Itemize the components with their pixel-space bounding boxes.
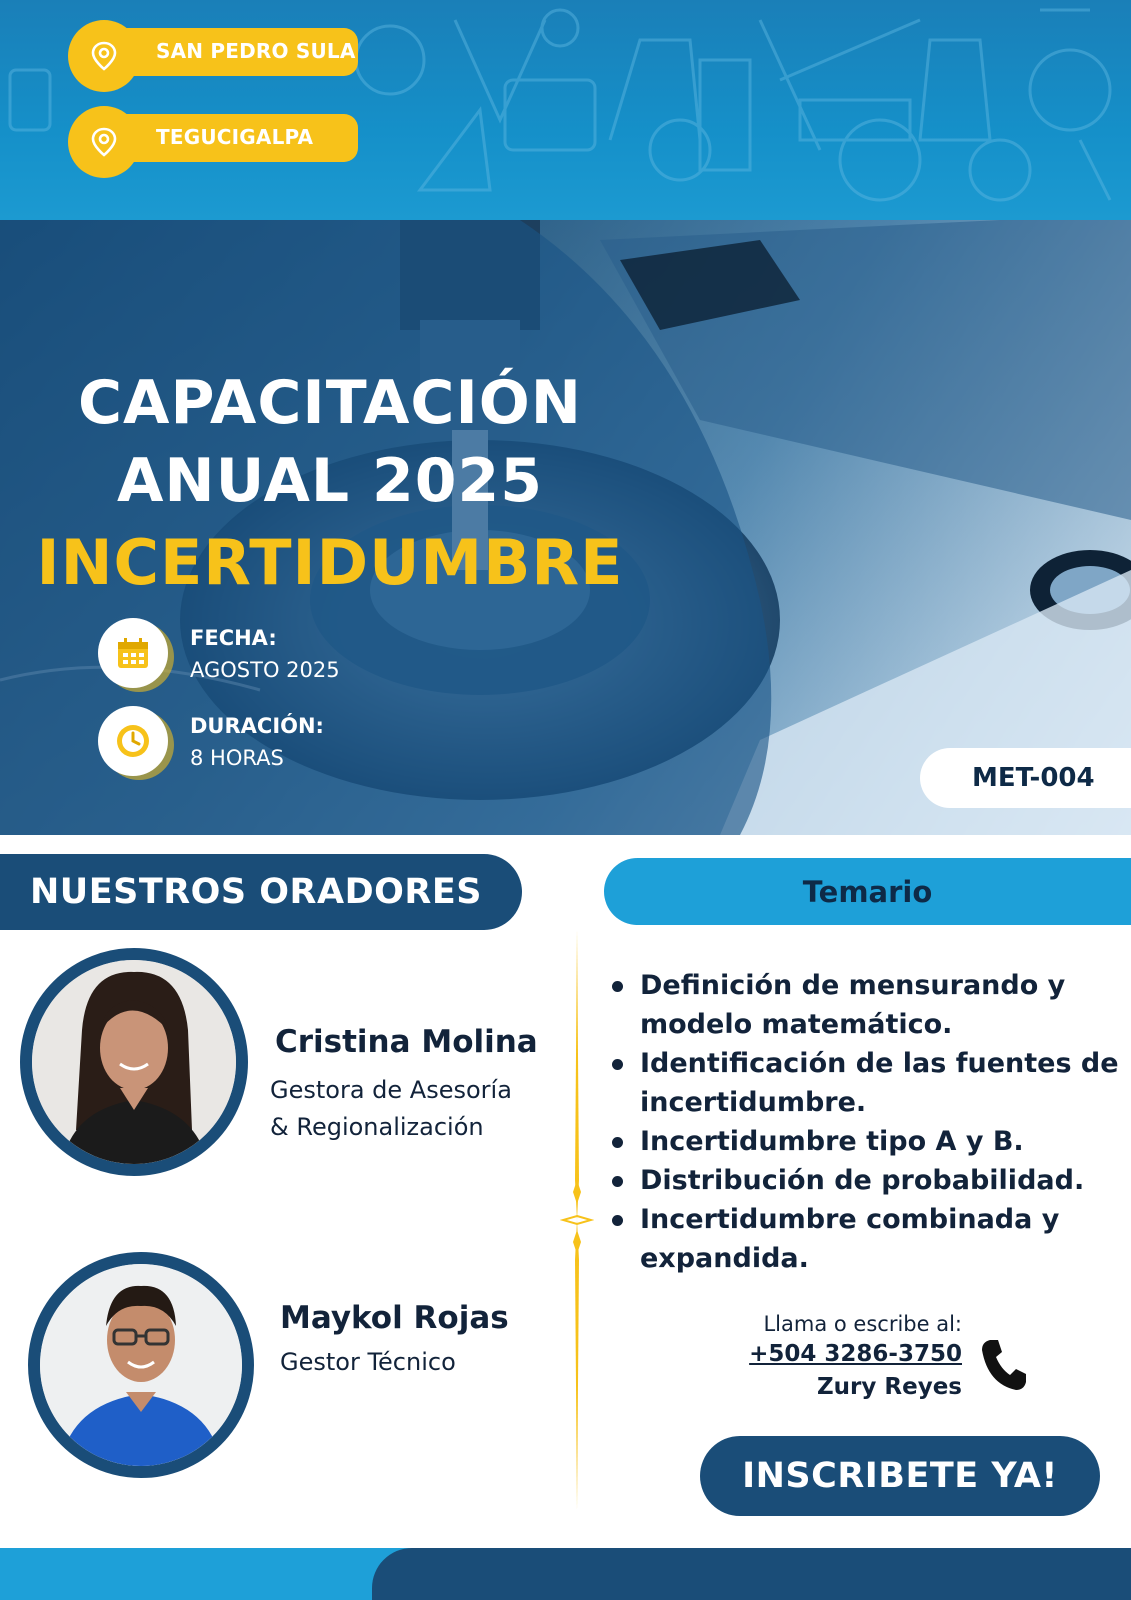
title-line-3: INCERTIDUMBRE (36, 526, 624, 599)
contact-person: Zury Reyes (817, 1374, 962, 1400)
duracion-value: 8 HORAS (190, 746, 284, 770)
speaker-photo-cristina (32, 960, 236, 1164)
title-line-2: ANUAL 2025 (116, 446, 544, 516)
list-item: Identificación de las fuentes de incertidumbre. (610, 1044, 1120, 1122)
contact-block (700, 1310, 962, 1404)
avatar (28, 1252, 254, 1478)
clock-icon (98, 706, 168, 776)
decorative-divider (560, 930, 594, 1510)
list-item: Incertidumbre tipo A y B. (610, 1122, 1120, 1161)
list-item: Definición de mensurando y modelo matemático. (610, 966, 1120, 1044)
location-label: SAN PEDRO SULA (156, 39, 356, 63)
calendar-icon (98, 618, 168, 688)
list-item: Incertidumbre combinada y expandida. (610, 1200, 1120, 1278)
speaker-photo-maykol (40, 1264, 242, 1466)
fecha-row (98, 618, 438, 688)
phone-icon (978, 1336, 1028, 1392)
footer-bar-dark (372, 1548, 1131, 1600)
fecha-value: AGOSTO 2025 (190, 658, 340, 682)
title-line-1: CAPACITACIÓN (77, 368, 582, 438)
location-pin-icon (68, 20, 140, 92)
temario-header: Temario (604, 858, 1131, 925)
location-pin-icon (68, 106, 140, 178)
location-san-pedro-sula (68, 20, 358, 76)
course-code-badge: MET-004 (920, 748, 1131, 808)
speaker-role-line-1: Gestora de Asesoría (270, 1076, 512, 1104)
speaker-name: Maykol Rojas (280, 1300, 509, 1336)
avatar (20, 948, 248, 1176)
temario-list (610, 966, 1120, 1278)
contact-phone-link[interactable]: +504 3286-3750 (749, 1341, 962, 1367)
speaker-role-line-2: & Regionalización (270, 1113, 484, 1141)
speaker-name: Cristina Molina (275, 1024, 538, 1060)
duracion-row (98, 706, 438, 776)
duracion-label: DURACIÓN: (190, 714, 324, 738)
speaker-role-line-1: Gestor Técnico (280, 1348, 456, 1376)
location-tegucigalpa (68, 106, 358, 162)
fecha-label: FECHA: (190, 626, 277, 650)
top-banner (0, 0, 1131, 220)
list-item: Distribución de probabilidad. (610, 1161, 1120, 1200)
hero-section (0, 220, 1131, 835)
contact-prompt: Llama o escribe al: (763, 1312, 962, 1336)
register-button[interactable]: INSCRIBETE YA! (700, 1436, 1100, 1516)
speakers-header: NUESTROS ORADORES (0, 854, 522, 930)
location-label: TEGUCIGALPA (156, 125, 314, 149)
